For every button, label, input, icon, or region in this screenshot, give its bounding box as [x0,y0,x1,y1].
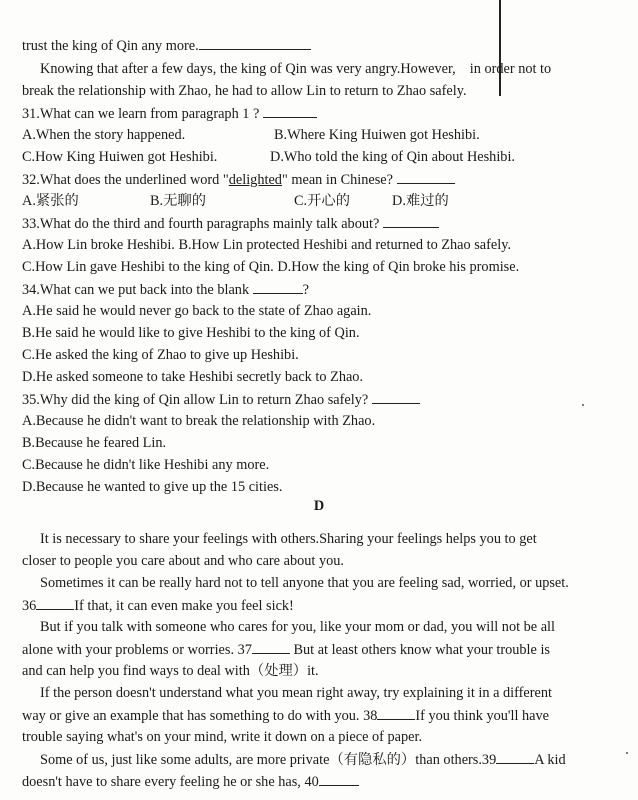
option-d[interactable]: D.Because he wanted to give up the 15 cities. [22,479,283,495]
question-33-options-cd[interactable]: C.How Lin gave Heshibi to the king of Qin. D.How the king of Qin broke his promise. [22,259,520,275]
passage-line: alone with your problems or worries. 37 But at least others know what your trouble is [22,642,550,658]
option-a[interactable]: A.紧张的 [22,193,79,209]
passage-line: closer to people you care about and who care about you. [22,553,344,569]
question-31-options-cd [22,148,622,166]
question-33-stem: 33.What do the third and fourth paragraphs mainly talk about? [22,214,622,233]
question-31-options-ab [22,126,622,144]
question-32-stem: 32.What does the underlined word "delighted" mean in Chinese? [22,170,622,189]
question-34-stem: 34.What can we put back into the blank ? [22,282,310,298]
passage-line: Sometimes it can be really hard not to tell anyone that you are feeling sad, worried, or upset. [40,575,569,591]
passage-line: and can help you find ways to deal with（处理）it. [22,663,319,679]
option-c[interactable]: C.How King Huiwen got Heshibi. [22,149,218,165]
passage-line: trust the king of Qin any more. [22,36,622,55]
section-heading: D [313,498,325,514]
underlined-word: delighted [228,172,282,188]
option-b[interactable]: B.Where King Huiwen got Heshibi. [274,127,480,143]
option-c[interactable]: C.开心的 [294,193,351,209]
option-b[interactable]: B.无聊的 [150,193,207,209]
option-b[interactable]: B.Because he feared Lin. [22,435,167,451]
passage-line: It is necessary to share your feelings with others.Sharing your feelings helps you to get [40,531,537,547]
passage-line: trouble saying what's on your mind, write it down on a piece of paper. [22,729,423,745]
question-33-options-ab[interactable]: A.How Lin broke Heshibi. B.How Lin protected Heshibi and returned to Zhao safely. [22,237,512,253]
option-c[interactable]: C.He asked the king of Zhao to give up Heshibi. [22,347,299,363]
option-c[interactable]: C.Because he didn't like Heshibi any more. [22,457,270,473]
passage-line: But if you talk with someone who cares for you, like your mom or dad, you will not be all [40,619,555,635]
question-31-stem: 31.What can we learn from paragraph 1 ? [22,104,622,123]
option-b[interactable]: B.He said he would like to give Heshibi to the king of Qin. [22,325,360,341]
option-d[interactable]: D.He asked someone to take Heshibi secretly back to Zhao. [22,369,364,385]
passage-line: Some of us, just like some adults, are more private（有隐私的）than others.39 A kid [40,752,566,768]
option-a[interactable]: A.Because he didn't want to break the relationship with Zhao. [22,413,376,429]
question-35-stem: 35.Why did the king of Qin allow Lin to return Zhao safely? [22,390,622,409]
option-a[interactable]: A.When the story happened. [22,127,186,143]
passage-line: way or give an example that has something to do with you. 38 If you think you'll have [22,708,549,724]
passage-line: doesn't have to share every feeling he or she has, 40 [22,772,622,791]
question-32-options [22,192,622,210]
passage-line: If the person doesn't understand what you mean right away, try explaining it in a different [40,685,552,701]
passage-line: break the relationship with Zhao, he had to allow Lin to return to Zhao safely. [22,83,467,99]
option-a[interactable]: A.He said he would never go back to the state of Zhao again. [22,303,372,319]
passage-line: Knowing that after a few days, the king of Qin was very angry.However, in order not to [40,61,552,77]
passage-line: 36 If that, it can even make you feel sick! [22,598,294,614]
option-d[interactable]: D.Who told the king of Qin about Heshibi. [270,149,516,165]
option-d[interactable]: D.难过的 [392,193,449,209]
